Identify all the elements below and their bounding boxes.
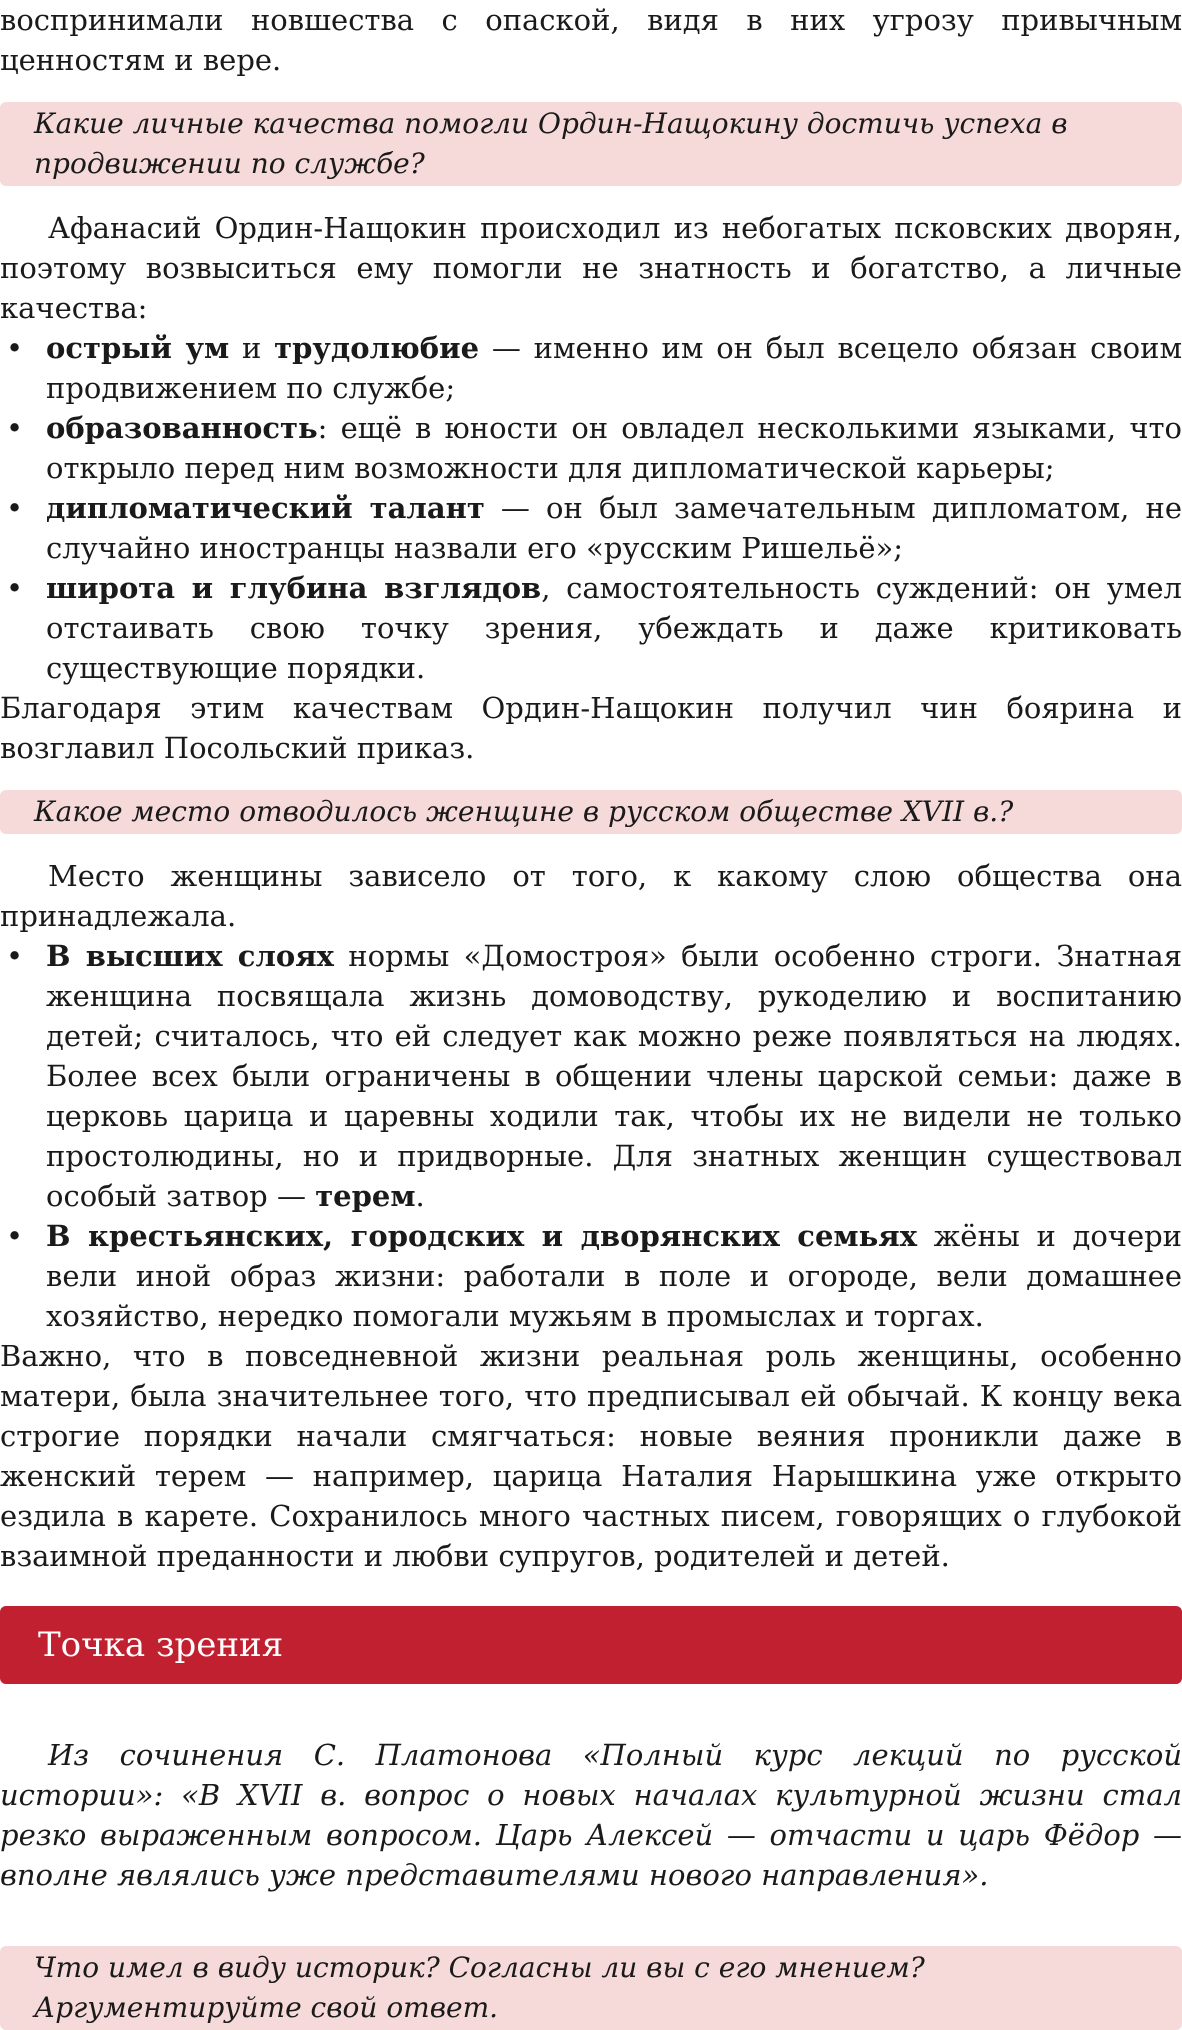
bullet-icon: • [6,939,24,973]
list-item [0,568,1182,688]
question-2-box [0,790,1182,834]
list-item-text: — он был замечательным дипломатом, не случайно иностранцы назвали его «русским Ришельё»; [46,491,1182,565]
list-item-bold: образованность [46,411,318,445]
bullet-icon: • [6,411,24,445]
bullet-icon: • [6,491,24,525]
list-item-text: — именно им он был всецело обязан своим продвижением по службе; [46,331,1182,405]
list-item-bold: В крестьянских, городских и дворянских семьях [46,1219,917,1253]
list-item-bold-2: трудолюбие [274,331,480,365]
bullet-icon: • [6,1219,24,1253]
answer-1-list [0,328,1182,688]
answer-2-intro: Место женщины зависело от того, к какому слою общества она принадлежала. [0,859,1182,933]
banner-title: Точка зрения [38,1625,284,1665]
bullet-icon: • [6,571,24,605]
answer-2-list [0,936,1182,1336]
question-2-text: Какое место отводилось женщине в русском обществе XVII в.? [34,795,1014,828]
list-item [0,488,1182,568]
bullet-icon: • [6,331,24,365]
list-item-bold: широта и глубина взглядов [46,571,542,605]
list-item-end: . [415,1179,425,1213]
question-3-text: Что имел в виду историк? Согласны ли вы с его мнением? Аргументируйте свой ответ. [34,1951,925,2024]
list-item-text: нормы «Домостроя» были особенно строги. Знатная женщина посвящала жизнь домоводству, рукоделию и воспитанию детей; считалось, что ей следует как можно реже появляться на людях. Более всех были ограничены в общении члены царской семьи: даже в церковь царица и царевны ходили так, чтобы их не видели не только простолюдины, но и придворные. Для знатных женщин существовал особый затвор — [46,939,1182,1213]
section-banner [0,1606,1182,1684]
list-item [0,408,1182,488]
list-item [0,328,1182,408]
answer-1-intro: Афанасий Ордин-Нащокин происходил из небогатых псковских дворян, поэтому возвыситься ему помогли не знатность и богатство, а личные качества: [0,211,1182,325]
answer-2-conclusion: Важно, что в повседневной жизни реальная роль женщины, особенно матери, была значительнее того, что предписывал ей обычай. К концу века строгие порядки начали смягчаться: новые веяния проникли даже в женский терем — например, царица Наталия Нарышкина уже открыто ездила в карете. Сохранилось много частных писем, говорящих о глубокой взаимной преданности и любви супругов, родителей и детей. [0,1339,1182,1573]
list-item [0,1216,1182,1336]
list-item-text: : ещё в юности он овладел несколькими языками, что открыло перед ним возможности для дипломатической карьеры; [46,411,1182,485]
historian-quote: Из сочинения С. Платонова «Полный курс лекций по русской истории»: «В XVII в. вопрос о новых началах культурной жизни стал резко выраженным вопросом. Царь Алексей — отчасти и царь Фёдор — вполне являлись уже представителями нового направления». [0,1738,1182,1892]
list-item [0,936,1182,1216]
list-item-conj: и [229,331,275,365]
question-3-box [0,1946,1182,2030]
list-item-bold: дипломатический талант [46,491,485,525]
answer-1-conclusion: Благодаря этим качествам Ордин-Нащокин получил чин боярина и возглавил Посольский приказ. [0,691,1182,765]
intro-tail-paragraph: воспринимали новшества с опаской, видя в них угрозу привычным ценностям и вере. [0,3,1182,77]
list-item-text: жёны и дочери вели иной образ жизни: работали в поле и огороде, вели домашнее хозяйство, нередко помогали мужьям в промыслах и торгах. [46,1219,1182,1333]
list-item-bold: острый ум [46,331,230,365]
list-item-bold: В высших слоях [46,939,334,973]
list-item-bold-end: терем [315,1179,416,1213]
question-1-box [0,102,1182,186]
question-1-text: Какие личные качества помогли Ордин-Нащокину достичь успеха в продвижении по службе? [34,107,1068,180]
list-item-text: , самостоятельность суждений: он умел отстаивать свою точку зрения, убеждать и даже критиковать существующие порядки. [46,571,1182,685]
